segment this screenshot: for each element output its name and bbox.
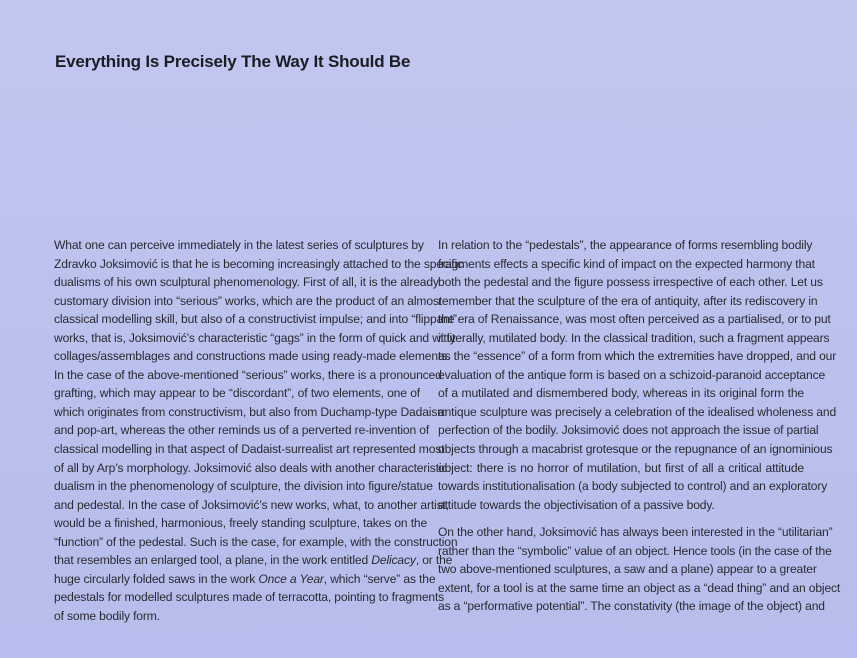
text-line: works, that is, Joksimović’s characteristic “gags” in the form of quick and witty — [54, 330, 456, 345]
left-text-column — [54, 236, 463, 625]
text-line: attitude towards the objectivisation of a passive body. — [438, 497, 715, 512]
text-line: would be a finished, harmonious, freely standing sculpture, takes on the — [54, 516, 428, 531]
text-line: which originates from constructivism, but also from Duchamp-type Dadaism — [54, 404, 448, 419]
text-line: What one can perceive immediately in the latest series of sculptures by — [54, 238, 424, 252]
text-line: of a mutilated and dismembered body, whereas in its original form the — [438, 386, 804, 401]
text-line: rather than the “symbolic” value of an object. Hence tools (in the case of the — [438, 543, 832, 558]
text-line: of all by Arp’s morphology. Joksimović also deals with another characteristic — [54, 460, 448, 475]
text-line: as the “essence” of a form from which the extremities have dropped, and our — [438, 349, 837, 364]
text-line: pedestals for modelled sculptures made of terracotta, pointing to fragments — [54, 590, 445, 605]
text-line: customary division into “serious” works, which are the product of an almost — [54, 293, 443, 308]
text-line: as a “performative potential”. The constativity (the image of the object) and — [438, 599, 825, 614]
work-title: Once a Year — [258, 571, 324, 586]
text-line: it literally, mutilated body. In the classical tradition, such a fragment appears — [438, 330, 830, 345]
text-line: perfection of the bodily. Joksimović does not approach the issue of partial — [438, 423, 819, 438]
text-line: classical modelling in that aspect of Dadaist-surrealist art represented most — [54, 442, 445, 457]
text-line: classical modelling skill, but also of a constructivist impulse; and into “flippant” — [54, 312, 457, 327]
page-title: Everything Is Precisely The Way It Should Be — [55, 52, 411, 71]
text-line: towards institutionalisation (a body subjected to control) and an exploratory — [438, 479, 828, 494]
right-text-column — [438, 236, 841, 616]
text-line: In the case of the above-mentioned “serious” works, there is a pronounced — [54, 367, 442, 382]
text-line: object: there is no horror of mutilation, but first of all a critical attitude — [438, 460, 804, 475]
text-line: the era of Renaissance, was most often perceived as a partialised, or to put — [438, 312, 831, 327]
text-line: “function” of the pedestal. Such is the case, for example, with the construction — [54, 534, 458, 549]
text-line: In relation to the “pedestals”, the appearance of forms resembling bodily — [438, 238, 813, 252]
text-line: huge circularly folded saws in the work Once a Year, which “serve” as the — [54, 571, 436, 586]
text-line: extent, for a tool is at the same time an object as a “dead thing” and an object — [438, 580, 841, 595]
text-line: evaluation of the antique form is based on a schizoid-paranoid acceptance — [438, 367, 826, 382]
text-line: and pedestal. In the case of Joksimović’s new works, what, to another artist, — [54, 497, 449, 512]
text-line: remember that the sculpture of the era of antiquity, after its rediscovery in — [438, 293, 818, 308]
text-line: On the other hand, Joksimović has always been interested in the “utilitarian” — [438, 525, 833, 540]
text-line: fragments effects a specific kind of impact on the expected harmony that — [438, 256, 815, 271]
text-line: that resembles an enlarged tool, a plane, in the work entitled Delicacy, or the — [54, 553, 453, 568]
text-line: collages/assemblages and constructions made using ready-made elements. — [54, 349, 451, 364]
text-line: grafting, which may appear to be “discordant”, of two elements, one of — [54, 386, 420, 401]
text-line: antique sculpture was precisely a celebration of the idealised wholeness and — [438, 404, 837, 419]
work-title: Delicacy — [371, 553, 416, 568]
text-line: and pop-art, whereas the other reminds us of a perverted re-invention of — [54, 423, 430, 438]
text-line: two above-mentioned sculptures, a saw and a plane) appear to a greater — [438, 562, 817, 577]
text-line: of some bodily form. — [54, 608, 160, 623]
right-column-paragraph — [438, 523, 841, 616]
right-column-paragraph — [438, 236, 837, 514]
text-line: both the pedestal and the figure possess irrespective of each other. Let us — [438, 275, 823, 290]
text-line: Zdravko Joksimović is that he is becoming increasingly attached to the specific — [54, 256, 463, 271]
text-line: dualisms of his own sculptural phenomenology. First of all, it is the already — [54, 275, 439, 290]
text-line: objects through a macabrist grotesque or the repugnance of an ignominious — [438, 442, 833, 457]
left-column-paragraph — [54, 236, 463, 625]
text-line: dualism in the phenomenology of sculpture, the division into figure/statue — [54, 479, 433, 494]
